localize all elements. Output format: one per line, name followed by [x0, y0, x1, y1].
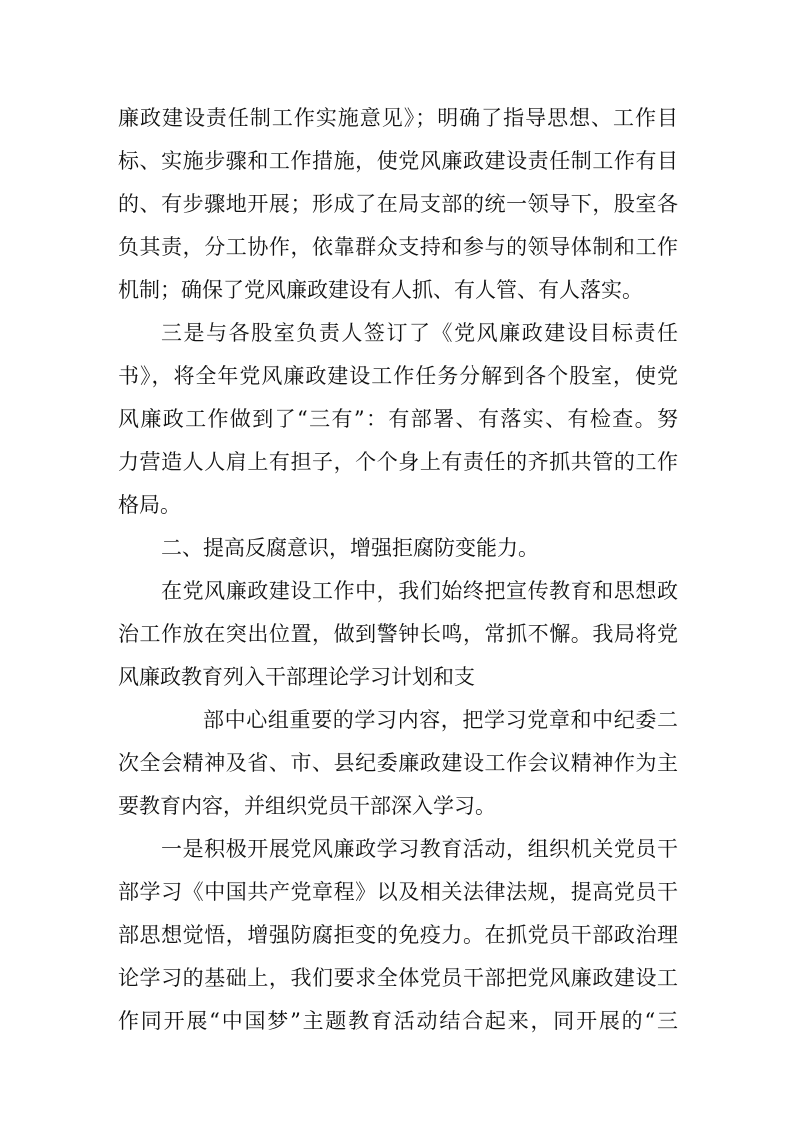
- text-line: 治工作放在突出位置，做到警钟长鸣，常抓不懈。我局将党: [118, 622, 678, 646]
- text-line: 要教育内容，并组织党员干部深入学习。: [118, 794, 496, 818]
- text-line: 部学习《中国共产党章程》以及相关法律法规，提高党员干: [118, 880, 678, 904]
- text-line: 标、实施步骤和工作措施，使党风廉政建设责任制工作有目: [118, 149, 678, 173]
- text-line: 风廉政工作做到了“三有”：有部署、有落实、有检查。努: [118, 407, 678, 431]
- text-line: 力营造人人肩上有担子，个个身上有责任的齐抓共管的工作: [118, 450, 678, 474]
- text-line: 书》，将全年党风廉政建设工作任务分解到各个股室，使党: [118, 364, 678, 388]
- text-line: 机制；确保了党风廉政建设有人抓、有人管、有人落实。: [118, 278, 643, 302]
- text-line: 次全会精神及省、市、县纪委廉政建设工作会议精神作为主: [118, 751, 678, 775]
- text-line: 负其责，分工协作，依靠群众支持和参与的领导体制和工作: [118, 235, 678, 259]
- text-line: 部思想觉悟，增强防腐拒变的免疫力。在抓党员干部政治理: [118, 923, 678, 947]
- text-line: 风廉政教育列入干部理论学习计划和支: [118, 665, 475, 689]
- text-line: 格局。: [118, 493, 181, 517]
- text-line: 廉政建设责任制工作实施意见》；明确了指导思想、工作目: [118, 106, 678, 130]
- text-line: 论学习的基础上，我们要求全体党员干部把党风廉政建设工: [118, 966, 678, 990]
- paragraph-start-line: 一是积极开展党风廉政学习教育活动，组织机关党员干: [161, 837, 678, 861]
- text-line: 的、有步骤地开展；形成了在局支部的统一领导下，股室各: [118, 192, 678, 216]
- section-heading: 二、提高反腐意识，增强拒腐防变能力。: [161, 536, 539, 560]
- text-line: 部中心组重要的学习内容，把学习党章和中纪委二: [203, 708, 678, 732]
- paragraph-start-line: 三是与各股室负责人签订了《党风廉政建设目标责任: [161, 321, 678, 345]
- text-line: 作同开展“中国梦”主题教育活动结合起来，同开展的“三: [118, 1009, 678, 1033]
- paragraph-start-line: 在党风廉政建设工作中，我们始终把宣传教育和思想政: [161, 579, 678, 603]
